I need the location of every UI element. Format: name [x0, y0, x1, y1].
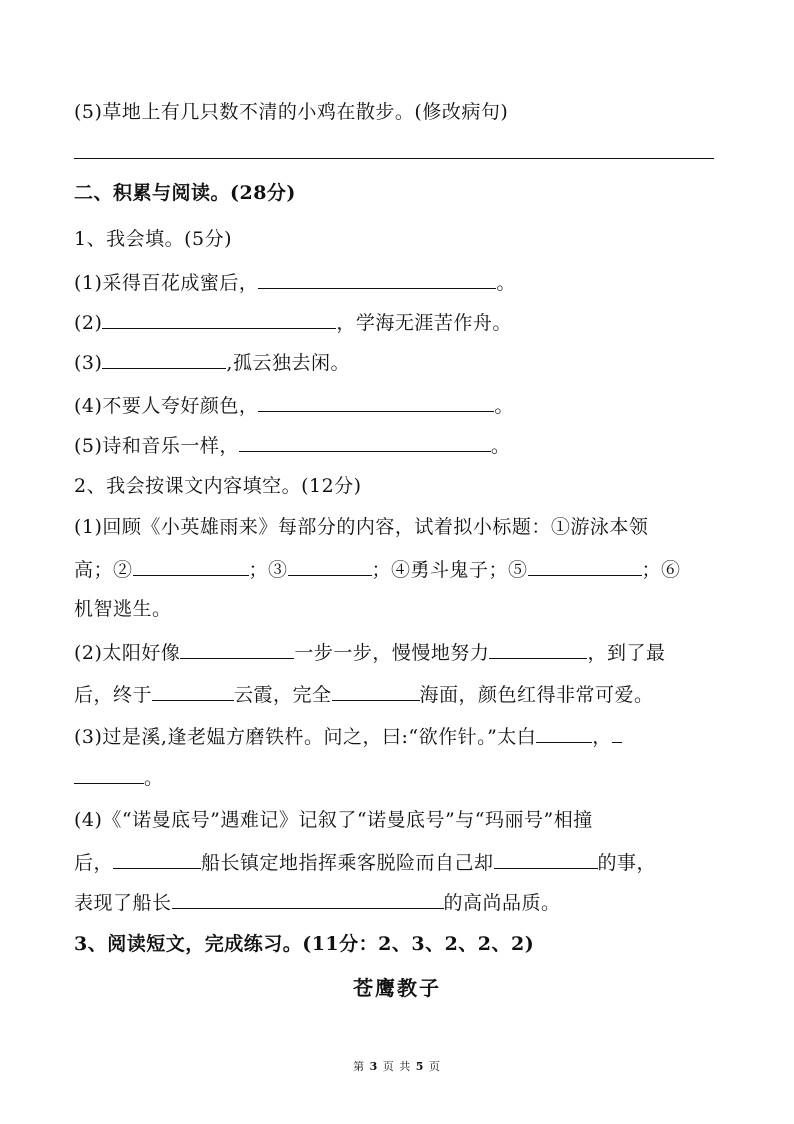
text: ，到了最: [587, 642, 666, 664]
blank[interactable]: [239, 433, 491, 452]
text: 一步一步，慢慢地努力: [294, 642, 490, 664]
q1-line-2: [74, 557, 681, 582]
fill-item-3-end: ,孤云独去闲。: [226, 352, 350, 374]
text: ；④勇斗鬼子；⑤: [371, 559, 528, 581]
fill-item-2-end: ，学海无涯苦作舟。: [336, 312, 512, 334]
text: 的高尚品质。: [443, 892, 561, 914]
question-5-rewrite: (5)草地上有几只数不清的小鸡在散步。(修改病句): [74, 101, 509, 123]
q4-line-1: (4)《“诺曼底号”遇难记》记叙了“诺曼底号”与“玛丽号”相撞: [74, 809, 593, 831]
fill-item-4-text: (4)不要人夸好颜色，: [74, 395, 259, 417]
q4-line-2: [74, 850, 656, 875]
text: ；③: [248, 559, 288, 581]
text: 海面，颜色红得非常可爱。: [419, 684, 654, 706]
fill-item-4: [74, 393, 514, 418]
blank[interactable]: [489, 640, 587, 659]
fill-item-3-text: (3): [74, 352, 103, 374]
part-1-heading: 1、我会填。(5分): [74, 228, 233, 250]
footer-text: 第: [353, 1060, 366, 1073]
passage-title: 苍鹰教子: [353, 976, 441, 1000]
text: 的事，: [597, 852, 657, 874]
blank[interactable]: [152, 682, 234, 701]
text: 云霞，完全: [234, 684, 332, 706]
fill-item-1-text: (1)采得百花成蜜后，: [74, 272, 259, 294]
q4-line-3: [74, 890, 561, 915]
answer-line: [74, 158, 714, 159]
text: 。: [144, 767, 164, 789]
blank[interactable]: [288, 557, 372, 576]
fill-item-2-text: (2): [74, 312, 103, 334]
text: 后，: [74, 852, 114, 874]
blank[interactable]: [172, 890, 444, 909]
blank[interactable]: [102, 350, 226, 369]
blank[interactable]: [612, 724, 622, 743]
footer-text: 页 共: [382, 1060, 412, 1073]
fill-item-5-text: (5)诗和音乐一样，: [74, 435, 239, 457]
q2-line-2: [74, 682, 654, 707]
text: 船长镇定地指挥乘客脱险而自己却: [201, 852, 494, 874]
q3-line-1: [74, 724, 622, 749]
q1-line-1: (1)回顾《小英雄雨来》每部分的内容，试着拟小标题：①游泳本领: [74, 516, 649, 538]
fill-item-1: [74, 270, 516, 295]
blank[interactable]: [528, 557, 642, 576]
part-2-heading: 2、我会按课文内容填空。(12分): [74, 475, 362, 497]
blank[interactable]: [133, 557, 249, 576]
blank[interactable]: [258, 270, 496, 289]
section-2-heading: 二、积累与阅读。(28分): [74, 182, 296, 204]
page-total: 5: [415, 1060, 425, 1073]
blank[interactable]: [536, 724, 592, 743]
blank[interactable]: [102, 310, 336, 329]
fill-item-2: [74, 310, 512, 335]
blank[interactable]: [494, 850, 598, 869]
q2-line-1: [74, 640, 665, 665]
footer-text: 页: [428, 1060, 441, 1073]
text: 后，终于: [74, 684, 153, 706]
page-number: 3: [369, 1060, 379, 1073]
page-footer: [0, 1058, 794, 1074]
blank[interactable]: [74, 765, 144, 784]
fill-item-3: [74, 350, 350, 375]
q1-line-3: 机智逃生。: [74, 598, 172, 620]
text: (3)过是溪,逢老媪方磨铁杵。问之，曰:“欲作针。”太白: [74, 726, 537, 748]
blank[interactable]: [113, 850, 201, 869]
part-3-heading: 3、阅读短文，完成练习。(11分：2、3、2、2、2): [74, 933, 535, 955]
blank[interactable]: [180, 640, 294, 659]
text: 高；②: [74, 559, 133, 581]
q3-line-2: [74, 765, 164, 790]
fill-item-1-end: 。: [496, 272, 516, 294]
text: (2)太阳好像: [74, 642, 181, 664]
text: ；⑥: [641, 559, 681, 581]
fill-item-4-end: 。: [494, 395, 514, 417]
blank[interactable]: [258, 393, 494, 412]
text: 表现了船长: [74, 892, 172, 914]
fill-item-5-end: 。: [490, 435, 511, 457]
text: ，: [592, 726, 612, 748]
blank[interactable]: [332, 682, 420, 701]
fill-item-5: [74, 433, 510, 458]
